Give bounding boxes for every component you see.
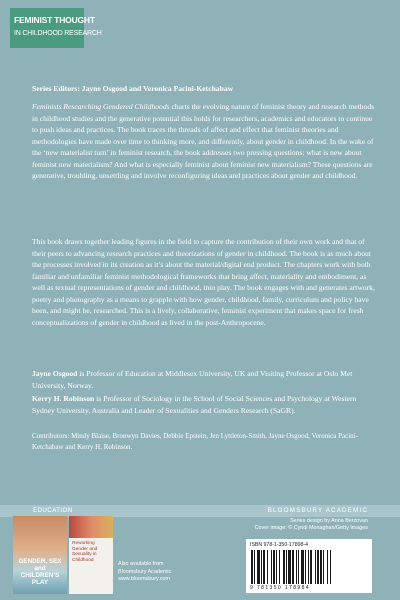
related-book-cover-2 bbox=[69, 516, 113, 594]
barcode-stripe bbox=[261, 550, 262, 584]
related-book-image bbox=[69, 516, 113, 538]
also-available-line2: Bloomsbury Academic bbox=[118, 568, 172, 575]
editor-bio-osgood bbox=[32, 368, 376, 391]
barcode-digits: 9 781350 178984 bbox=[250, 585, 310, 591]
blurb-paragraph-1 bbox=[32, 101, 376, 182]
barcode-stripe bbox=[298, 550, 299, 584]
barcode-stripe bbox=[330, 550, 331, 584]
series-logo-line2: IN CHILDHOOD RESEARCH bbox=[14, 30, 102, 37]
blurb-paragraph-1-text: charts the evolving nature of feminist theory and research methods in childhood studies and the generative potential this holds for researchers, academics and educators to continue to push ideas and practices. The book traces the threads of affect and effect that feminist theories and methodologies have made over time to thinking more, and differently, about gender in childhood. In the wake of the ‘new materialist turn’ in feminist research, the book addresses two pressing questions: what is new about feminist new materialism? And what is especially feminist about feminist new materialism? These questions are generative, troubling, unsettling and involve reconfiguring ideas and practices about gender and childhood. bbox=[32, 102, 375, 180]
editor-name: Kerry H. Robinson bbox=[32, 394, 95, 403]
editor-bio-text: is Professor of Sociology in the School of Social Sciences and Psychology at Western Sydney University, Australia and Leader of Sexualities and Genders Research (SaGR). bbox=[32, 394, 357, 415]
barcode-stripe bbox=[317, 550, 319, 584]
barcode-stripe bbox=[271, 550, 272, 584]
series-logo bbox=[10, 8, 102, 48]
barcode-stripe bbox=[315, 550, 316, 584]
design-credit: Series design by Anna Berzovan bbox=[290, 518, 368, 524]
barcode-stripe bbox=[267, 550, 268, 584]
series-editors: Series Editors: Jayne Osgood and Veronica Pacini-Ketchabaw bbox=[32, 84, 234, 93]
also-available bbox=[118, 561, 171, 584]
barcode-stripe bbox=[286, 550, 287, 584]
related-book-title-2: Reworking Gender and Sexuality in Childhood bbox=[72, 541, 98, 563]
image-credit: Cover image: © Cyndi Monaghan/Getty Images bbox=[254, 525, 368, 531]
related-book-title-1: GENDER, SEX and CHILDREN’S PLAY bbox=[18, 558, 62, 586]
isbn: ISBN 978-1-350-17898-4 bbox=[250, 542, 308, 548]
editor-bio-robinson bbox=[32, 393, 376, 416]
barcode-stripe bbox=[251, 550, 253, 584]
cover-credits bbox=[255, 518, 368, 532]
barcode-stripe bbox=[273, 550, 275, 584]
blurb-paragraph-2: This book draws together leading figures in the field to capture the contribution of their own work and that of their peers to advancing research practices and theorizations of gender in childhood. The book is as much about the processes involved in its creation as it’s about the material/digital end product. The chapters work with both familiar and unfamiliar feminist methodological frameworks that bring affect, materiality and embodiment, as well as textual representations of gender and childhood, into play. The book engages with and generates artwork, poetry and photography as a means to grapple with how gender, childhood, family, curriculum and policy have been, and might be, researched. This is a lively, collaborative, feminist experiment that makes space for fresh conceptualizations of gender in childhood as lived in the post-Anthropocene. bbox=[32, 237, 375, 327]
barcode-icon bbox=[250, 550, 368, 584]
barcode-stripe bbox=[292, 550, 294, 584]
barcode-stripe bbox=[308, 550, 309, 584]
barcode-stripe bbox=[288, 550, 291, 584]
publisher-name: BLOOMSBURY ACADEMIC bbox=[267, 507, 368, 514]
barcode-stripe bbox=[320, 550, 322, 584]
barcode-stripe bbox=[323, 550, 324, 584]
contributors: Contributors: Mindy Blaise, Bronwyn Davies, Debbie Epstein, Jen Lyttleton-Smith, Jayne Osgood, Veronica Pacini-Ketchabaw and Kerry H. Robinson. bbox=[32, 432, 358, 451]
book-title: Feminists Researching Gendered Childhoods bbox=[32, 102, 170, 111]
publisher-url: www.bloomsbury.com bbox=[118, 576, 171, 582]
barcode-stripe bbox=[257, 550, 260, 584]
barcode-stripe bbox=[305, 550, 306, 584]
category-label: EDUCATION bbox=[33, 507, 73, 514]
barcode-stripe bbox=[327, 550, 328, 584]
barcode-stripe bbox=[254, 550, 255, 584]
also-available-line1: Also available from bbox=[118, 561, 164, 567]
editor-name: Jayne Osgood bbox=[32, 369, 78, 378]
barcode-stripe bbox=[301, 550, 304, 584]
related-book-cover-1 bbox=[13, 516, 67, 594]
barcode-stripe bbox=[263, 550, 265, 584]
barcode-stripe bbox=[296, 550, 297, 584]
editor-bio-text: is Professor of Education at Middlesex University, UK and Visiting Professor at Oslo Met University, Norway. bbox=[32, 369, 353, 390]
barcode-stripe bbox=[276, 550, 277, 584]
barcode-stripe bbox=[310, 550, 312, 584]
series-logo-line1: FEMINIST THOUGHT bbox=[14, 15, 95, 25]
barcode-box bbox=[246, 539, 372, 593]
barcode-stripe bbox=[283, 550, 285, 584]
barcode-stripe bbox=[279, 550, 280, 584]
